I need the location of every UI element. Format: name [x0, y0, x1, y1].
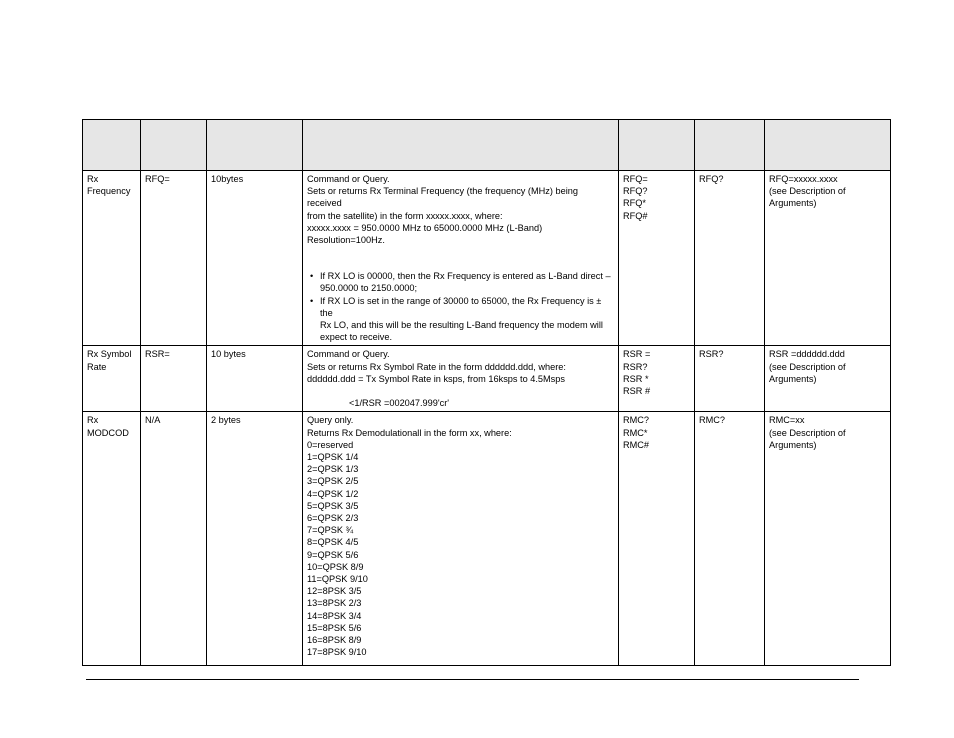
bullet-list: [307, 270, 614, 343]
header-cell: [303, 120, 619, 171]
description-text: Command or Query. Sets or returns Rx Symbol Rate in the form dddddd.ddd, where: dddddd.ddd = Tx Symbol Rate in ksps, from 16ksps to 4.5Msps: [307, 349, 566, 384]
query-response-cell: RSR =dddddd.ddd (see Description of Arguments): [765, 346, 891, 412]
query-cell: RSR?: [695, 346, 765, 412]
query-cell: RMC?: [695, 412, 765, 666]
responses-cell: RFQ= RFQ? RFQ* RFQ#: [619, 171, 695, 346]
command-table: [82, 119, 891, 666]
responses-cell: RSR = RSR? RSR * RSR #: [619, 346, 695, 412]
bullet-icon: •: [310, 295, 314, 306]
header-cell: [141, 120, 207, 171]
table-row: [83, 412, 891, 666]
table-row: [83, 346, 891, 412]
parameter-cell: Rx Frequency: [83, 171, 141, 346]
footer-divider: [86, 679, 859, 680]
responses-cell: RMC? RMC* RMC#: [619, 412, 695, 666]
header-cell: [83, 120, 141, 171]
example-text: <1/RSR =002047.999'cr': [349, 398, 450, 409]
arguments-cell: 10 bytes: [207, 346, 303, 412]
arguments-cell: 10bytes: [207, 171, 303, 346]
header-cell: [695, 120, 765, 171]
command-cell: N/A: [141, 412, 207, 666]
bullet-text: If RX LO is 00000, then the Rx Frequency is entered as L-Band direct – 950.0000 to 2150.0000;: [320, 271, 611, 294]
description-text: Query only. Returns Rx Demodulationall in the form xx, where: 0=reserved 1=QPSK 1/4 2=QPSK 1/3 3=QPSK 2/5 4=QPSK 1/2 5=QPSK 3/5 6=QPSK 2/3 7=QPSK ¾ 8=QPSK 4/5 9=QPSK 5/6 10=QPSK 8/9 11=QPSK 9/10 12=8PSK 3/5 13=8PSK 2/3 14=8PSK 3/4 15=8PSK 5/6 16=8PSK 8/9 17=8PSK 9/10: [307, 415, 512, 658]
description-cell: [303, 346, 619, 412]
header-cell: [207, 120, 303, 171]
description-cell: [303, 171, 619, 346]
command-cell: RFQ=: [141, 171, 207, 346]
header-cell: [765, 120, 891, 171]
parameter-cell: Rx MODCOD: [83, 412, 141, 666]
bullet-item: [310, 295, 614, 344]
bullet-item: [310, 270, 614, 294]
query-response-cell: RMC=xx (see Description of Arguments): [765, 412, 891, 666]
arguments-cell: 2 bytes: [207, 412, 303, 666]
parameter-cell: Rx Symbol Rate: [83, 346, 141, 412]
description-text: Command or Query. Sets or returns Rx Terminal Frequency (the frequency (MHz) being received from the satellite) in the form xxxxx.xxxx, where: xxxxx.xxxx = 950.0000 MHz to 65000.0000 MHz (L-Band) Resolution=100Hz.: [307, 174, 578, 246]
description-cell: [303, 412, 619, 666]
bullet-icon: •: [310, 271, 314, 282]
query-cell: RFQ?: [695, 171, 765, 346]
command-cell: RSR=: [141, 346, 207, 412]
header-cell: [619, 120, 695, 171]
table-row: [83, 171, 891, 346]
query-response-cell: RFQ=xxxxx.xxxx (see Description of Arguments): [765, 171, 891, 346]
table-header-row: [83, 120, 891, 171]
bullet-text: If RX LO is set in the range of 30000 to 65000, the Rx Frequency is ± the Rx LO, and this will be the resulting L-Band frequency the modem will expect to receive.: [320, 295, 603, 343]
